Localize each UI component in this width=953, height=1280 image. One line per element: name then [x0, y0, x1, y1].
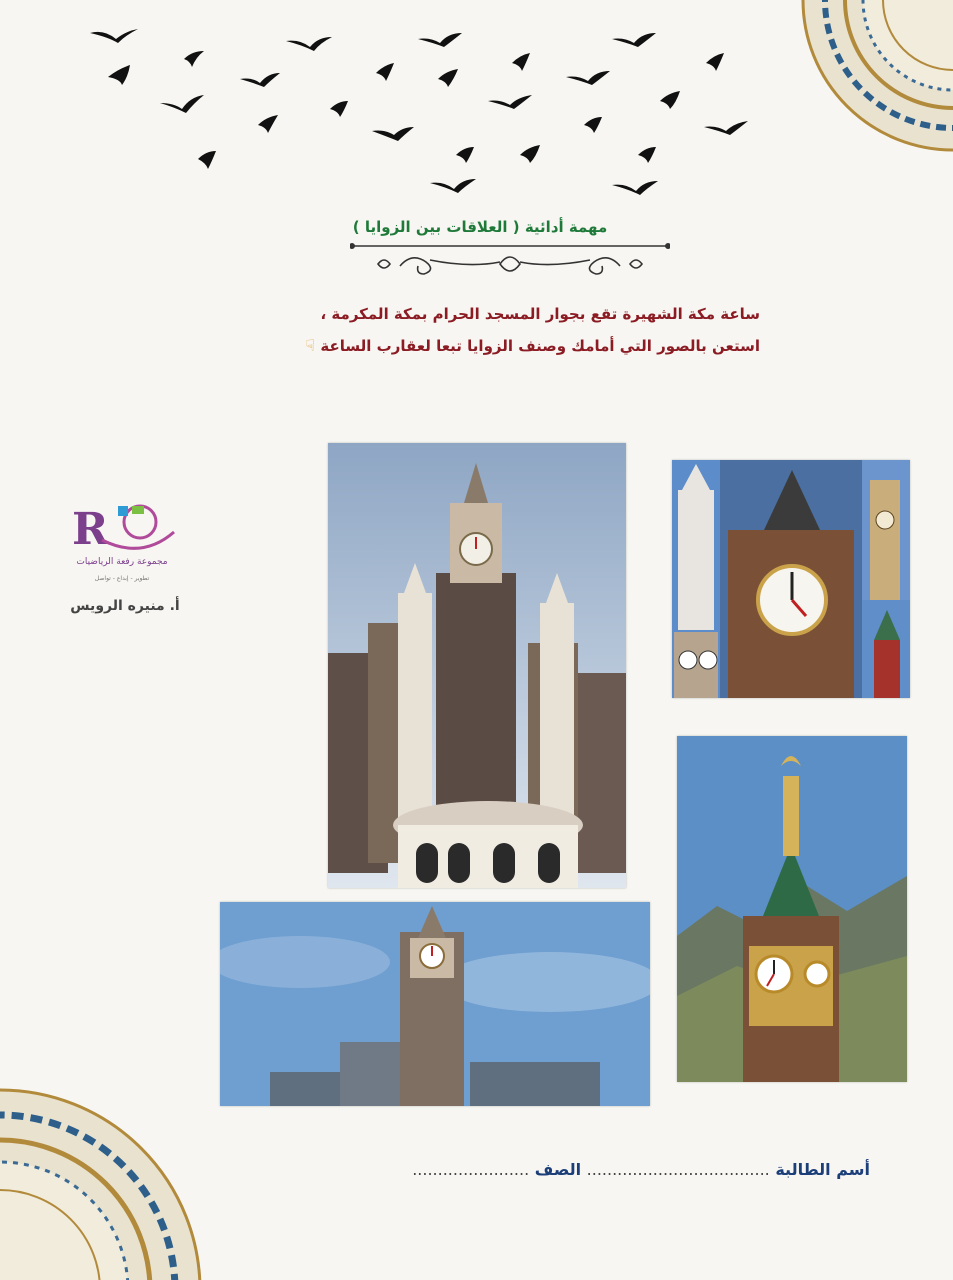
svg-text:R: R [72, 504, 109, 555]
corner-ornament-bottom-left [0, 1080, 230, 1280]
instructions-line-2-text: استعن بالصور التي أمامك وصنف الزوايا تبعا لعقارب الساعة [320, 337, 760, 355]
clock-tower-photo-wide [220, 902, 650, 1106]
corner-ornament-top-right [793, 0, 953, 160]
student-name-label: أسم الطالبة [775, 1160, 870, 1179]
task-title: مهمة أدائية ( العلاقات بين الزوايا ) [352, 218, 608, 236]
logo-caption: مجموعة رفعة الرياضيات [76, 557, 168, 567]
instructions-line-1: ساعة مكة الشهيرة تقع بجوار المسجد الحرام بمكة المكرمة ، [320, 305, 760, 323]
logo-tagline: تطوير - إبداع - تواصل [94, 575, 150, 582]
instructions-line-2 [250, 330, 760, 362]
clock-tower-photo-mountains [677, 736, 907, 1082]
math-group-logo [62, 500, 182, 590]
class-label: الصف [534, 1160, 582, 1179]
teacher-name: أ. منيره الرويس [70, 598, 180, 614]
pointing-hand-icon: ☟ [305, 336, 316, 355]
student-info-line [330, 1160, 870, 1179]
ornamental-divider [350, 238, 670, 280]
birds-decoration [80, 15, 760, 205]
clock-towers-collage-photo [672, 460, 910, 698]
class-field[interactable]: ....................... [412, 1160, 530, 1179]
instructions-text [250, 298, 760, 362]
clock-tower-photo-front [328, 443, 626, 888]
student-name-field[interactable]: .................................... [586, 1160, 770, 1179]
